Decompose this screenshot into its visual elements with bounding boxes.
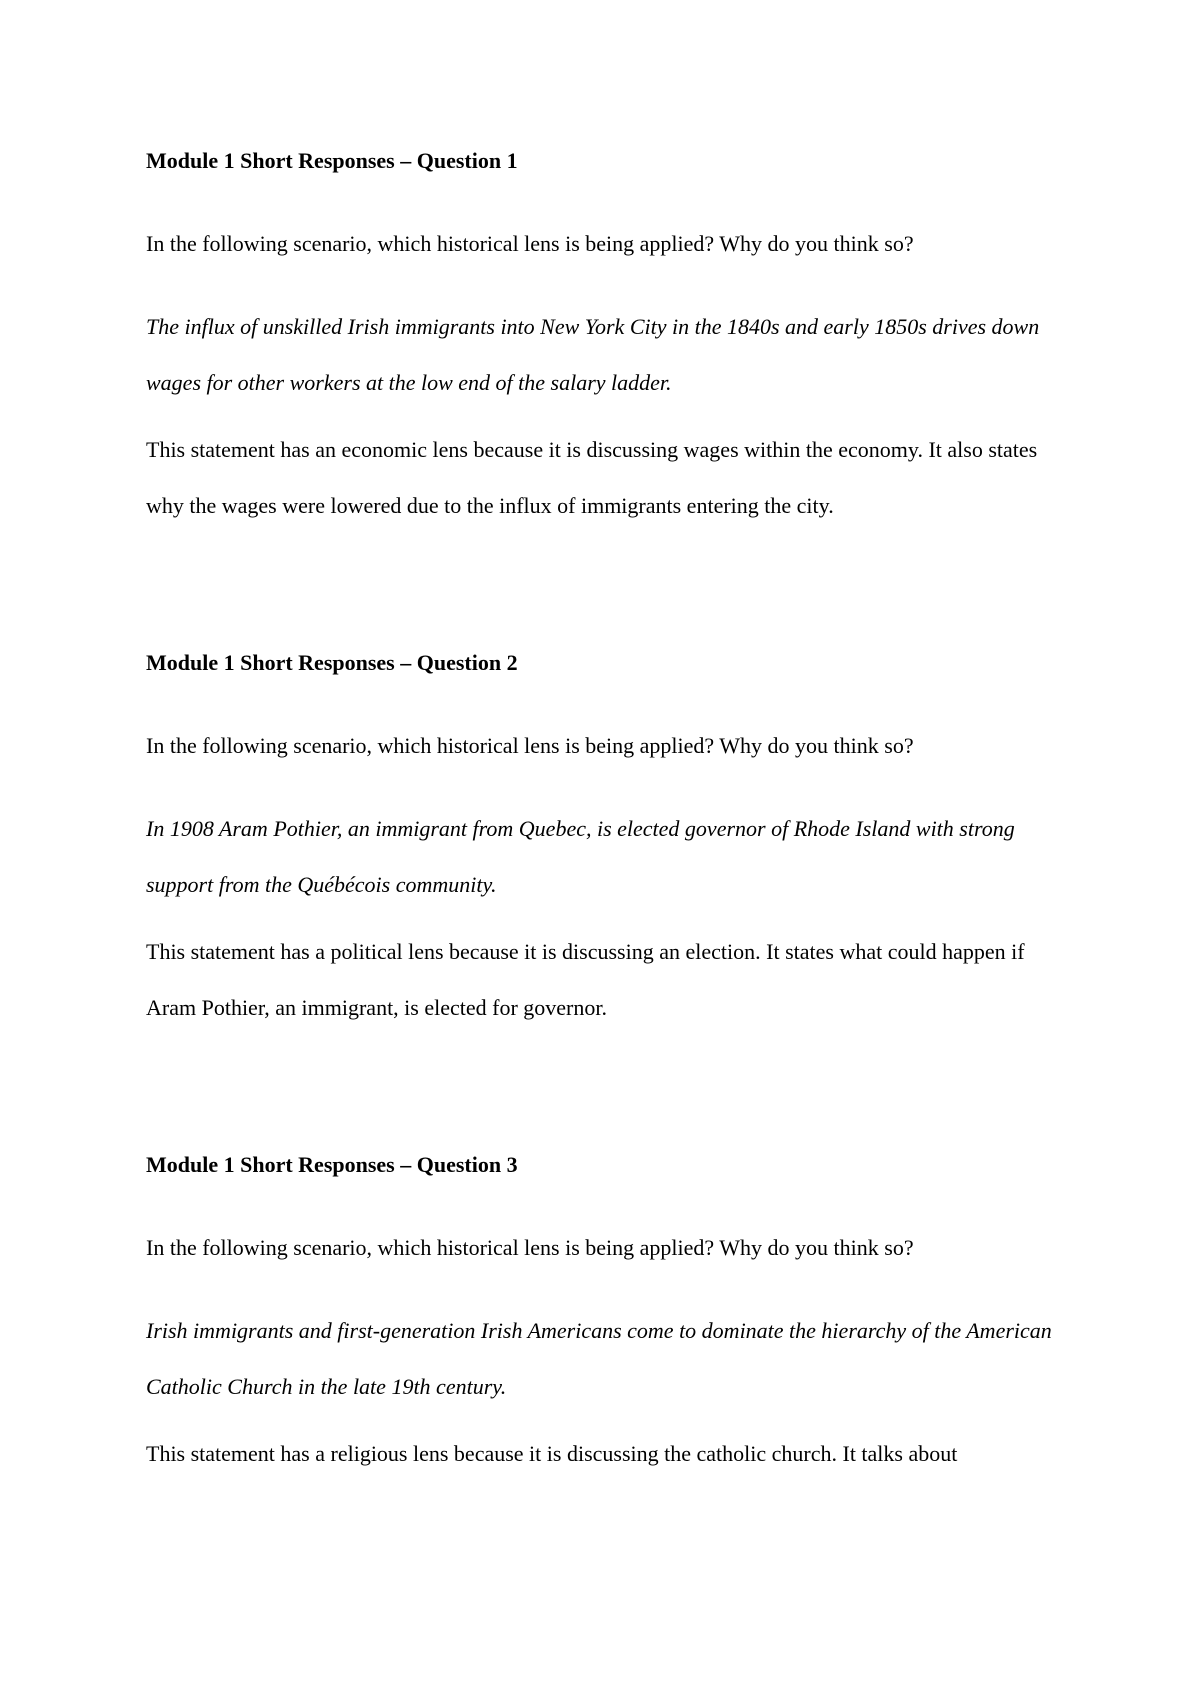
question-3-heading: Module 1 Short Responses – Question 3 [146,1152,518,1177]
question-1-heading: Module 1 Short Responses – Question 1 [146,148,518,173]
question-1-prompt: In the following scenario, which historical lens is being applied? Why do you think so? [146,231,914,256]
question-2-prompt: In the following scenario, which historical lens is being applied? Why do you think so? [146,733,914,758]
question-1-scenario: The influx of unskilled Irish immigrants into New York City in the 1840s and early 1850s drives down wages for other workers at the low end of the salary ladder. [146,314,1040,395]
question-1-section [146,144,1066,534]
question-3-section [146,1148,1066,1482]
question-2-section [146,646,1066,1036]
question-1-answer: This statement has an economic lens because it is discussing wages within the economy. It also states why the wages were lowered due to the influx of immigrants entering the city. [146,437,1038,518]
document-body [146,144,1066,1482]
question-3-prompt: In the following scenario, which historical lens is being applied? Why do you think so? [146,1235,914,1260]
question-2-heading: Module 1 Short Responses – Question 2 [146,650,518,675]
question-3-answer: This statement has a religious lens because it is discussing the catholic church. It talks about [146,1441,958,1466]
question-3-scenario: Irish immigrants and first-generation Irish Americans come to dominate the hierarchy of the American Catholic Church in the late 19th century. [146,1318,1052,1399]
question-2-scenario: In 1908 Aram Pothier, an immigrant from Quebec, is elected governor of Rhode Island with strong support from the Québécois community. [146,816,1015,897]
question-2-answer: This statement has a political lens because it is discussing an election. It states what could happen if Aram Pothier, an immigrant, is elected for governor. [146,939,1025,1020]
